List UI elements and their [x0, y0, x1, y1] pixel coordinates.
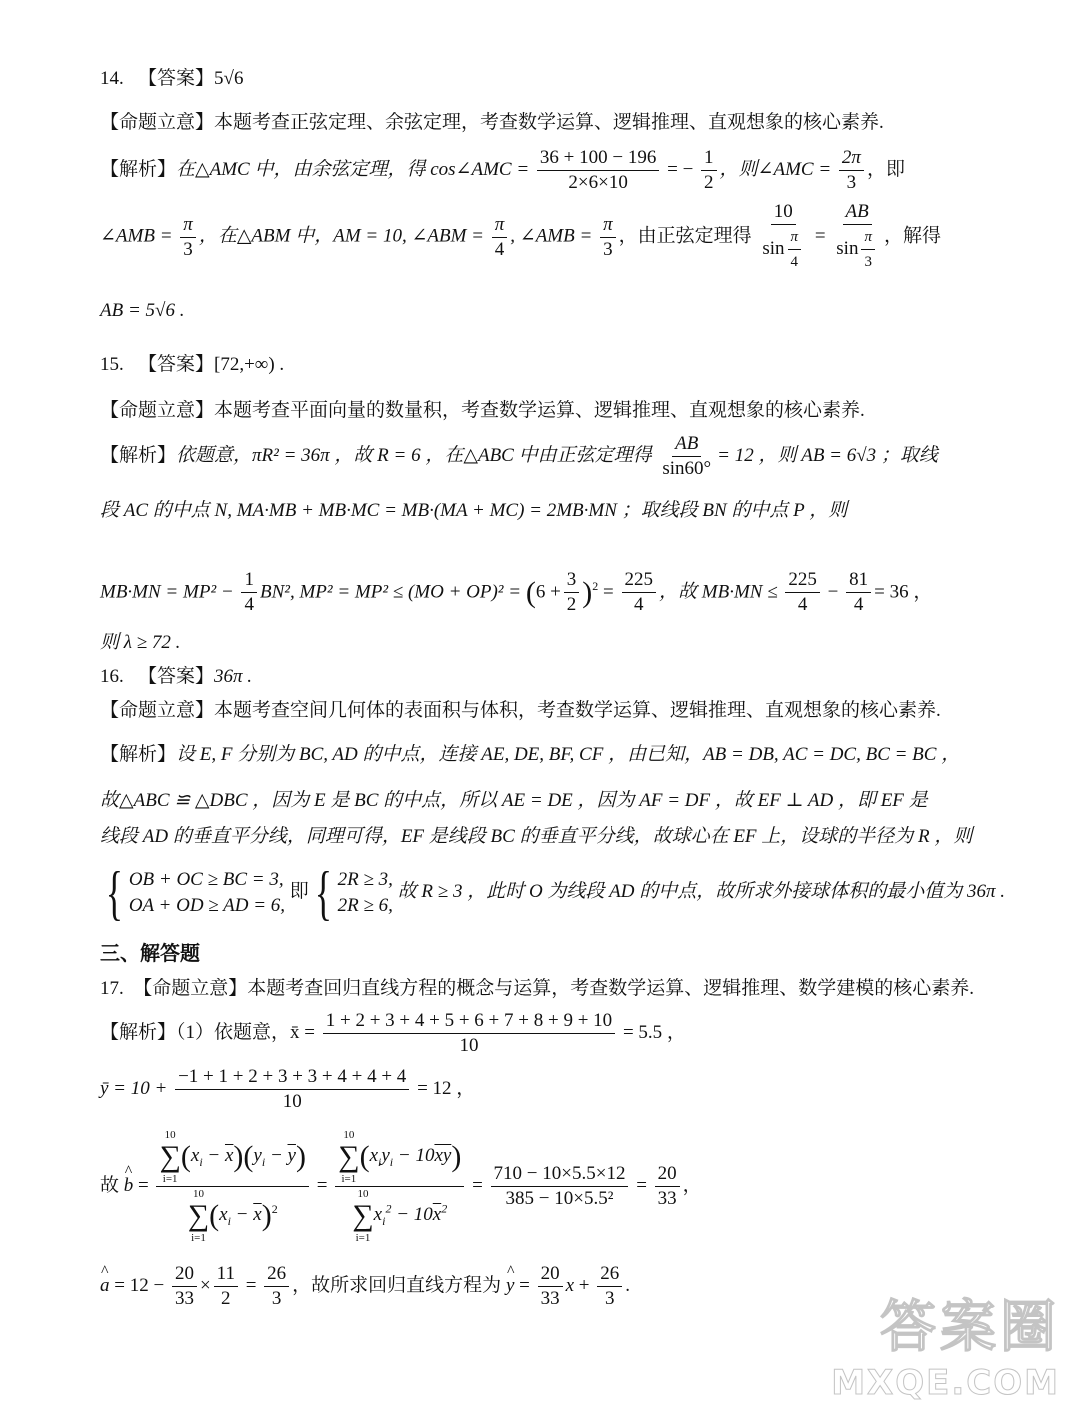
- q14-analysis-line2: [100, 200, 1020, 274]
- answer-label: 【答案】: [138, 68, 215, 89]
- inequality-system: [129, 867, 285, 919]
- q15-l1a: 依题意，πR² = 36π ，故 R = 6 ，在△ABC 中由正弦定理得: [176, 445, 652, 466]
- q15-l3a: MB·MN = MP² −: [100, 581, 234, 603]
- fraction: 10 sin $\frac{\pi}{4}$: [759, 200, 807, 274]
- q14-intent: 本题考查正弦定理、余弦定理，考查数学运算、逻辑推理、直观想象的核心素养.: [214, 112, 884, 133]
- fraction-denominator: 10: [282, 1091, 302, 1113]
- fraction-denominator: 385 − 10×5.5²: [505, 1188, 614, 1209]
- q15-analysis-line1: [100, 430, 1020, 482]
- fraction: $\frac{2\pi}{3}$: [839, 146, 864, 195]
- q17-l4end: .: [625, 1275, 630, 1296]
- fraction-denominator: 2×6×10: [568, 172, 628, 194]
- fraction: $\frac{26}{3}$: [264, 1262, 289, 1311]
- fraction-numerator: 710 − 10×5.5×12: [491, 1162, 629, 1187]
- q14-l1c: ，则∠AMC =: [719, 159, 832, 180]
- q16-intent: 本题考查空间几何体的表面积与体积，考查数学运算、逻辑推理、直观想象的核心素养.: [214, 700, 941, 721]
- q14-result: AB = 5√6 .: [100, 300, 185, 321]
- fraction: 10 ∑ i=1 $(x_iy_i - 10\overline{xy})$ 10 ∑ i=1 $x_i^2 - 10\overline{x}^2$: [335, 1128, 464, 1245]
- intent-label: 【命题立意】: [133, 978, 248, 999]
- q16-mid: 即: [289, 881, 309, 902]
- system-row: OB + OC ≥ BC = 3,: [128, 868, 284, 890]
- fraction: $\frac{20}{33}$: [172, 1262, 197, 1311]
- q14-answer-line: [100, 66, 1020, 92]
- inequality-system: [338, 867, 393, 919]
- fraction-denominator: 10: [459, 1035, 479, 1057]
- intent-label: 【命题立意】: [100, 400, 215, 421]
- analysis-label: 【解析】: [100, 445, 177, 466]
- q16-intent-line: [100, 698, 1020, 724]
- q14-l2f: ，解得: [883, 225, 941, 247]
- q14-analysis-line1: [100, 146, 1020, 195]
- fraction-numerator: 36 + 100 − 196: [537, 146, 659, 171]
- watermark-logo: [831, 1283, 1060, 1403]
- answer-label: 【答案】: [138, 666, 215, 687]
- q16-analysis-line2: 故△ABC ≌ △DBC ，因为 E 是 BC 的中点，所以 AE = DE ，因为 AF = DF ，故 EF ⊥ AD ，即 EF 是: [100, 790, 928, 811]
- q15-answer: [72,+∞) .: [214, 354, 285, 375]
- fraction: $\frac{3}{2}$: [564, 568, 580, 617]
- fraction: [537, 146, 659, 195]
- fraction: $\frac{20}{33}$: [655, 1162, 680, 1211]
- q15-l3b: BN², MP² = MP² ≤ (MO + OP)² =: [259, 581, 522, 603]
- q17-analysis-line4: ^ a = 12 − $\frac{20}{33}$ × $\frac{11}{2}$ = $\frac{26}{3}$ ，故所求回归直线方程为 ^ y = $\frac{20}{33}$ x + $\frac{26}{3}$ .: [100, 1258, 1020, 1314]
- q17-intent-line: [100, 976, 1020, 1002]
- analysis-label: 【解析】: [100, 744, 177, 765]
- fraction: [491, 1162, 629, 1211]
- q17-l1b: = 5.5 ，: [622, 1022, 686, 1043]
- q15-l1b: = 12 ，则 AB = 6√3 ；取线: [717, 445, 938, 466]
- q17-analysis-line1: [100, 1008, 1020, 1058]
- q17-analysis-line3: 故 ^ b = 10 ∑ i=1 $(x_i - \overline{x})(y_i - \overline{y})$ 10 ∑ i=1 $(x_i - \overline{x})^2$ = 10 ∑ i=1 $(x_iy_i - 10\overline{xy})$ 10 ∑ i=1 $x_i^2 - 10\overline{x}^2$ = $\frac{710 - 10\times 5.5\times 12}{\text{385 − 10×5.5²}}$ = $\frac{20}{33}$ ，: [100, 1128, 1020, 1245]
- fraction-denominator: sin60°: [662, 458, 712, 480]
- system-row: OA + OD ≥ AD = 6,: [128, 894, 286, 916]
- q14-l2d: ，由正弦定理得: [618, 225, 752, 247]
- q17-l4b: ，故所求回归直线方程为: [292, 1275, 502, 1296]
- q16-answer: 36π .: [214, 666, 253, 687]
- q15-result: 则 λ ≥ 72 .: [100, 632, 181, 653]
- q17-l2a: ȳ = 10 +: [100, 1078, 168, 1099]
- q17-l3end: ，: [682, 1174, 702, 1196]
- fraction-numerator: 1 + 2 + 3 + 4 + 5 + 6 + 7 + 8 + 9 + 10: [323, 1009, 615, 1034]
- fraction: [323, 1009, 615, 1058]
- q14-l1d: ，即: [866, 159, 905, 180]
- q15-answer-line: [100, 352, 1020, 378]
- section-heading: 三、解答题: [100, 941, 200, 965]
- q15-analysis-line2: 段 AC 的中点 N, MA·MB + MB·MC = MB·(MA + MC) = 2MB·MN ；取线段 BN 的中点 P ，则: [100, 500, 848, 521]
- answer-label: 【答案】: [138, 354, 215, 375]
- watermark-text: 答案圈: [880, 1295, 1060, 1360]
- q16-answer-line: [100, 664, 1020, 690]
- fraction: $\frac{\pi}{3}$: [180, 213, 196, 262]
- intent-label: 【命题立意】: [100, 112, 215, 133]
- fraction: AB sin $\frac{\pi}{3}$: [833, 200, 881, 274]
- q14-l2a: ∠AMB =: [100, 225, 173, 247]
- analysis-label: 【解析】: [100, 1022, 177, 1043]
- q14-l2e: =: [814, 225, 826, 247]
- analysis-label: 【解析】: [100, 159, 177, 180]
- q17-l1a: （1）依题意，x̄ =: [176, 1022, 315, 1043]
- q15-number: 15.: [100, 354, 124, 375]
- q16-number: 16.: [100, 666, 124, 687]
- fraction: $\frac{26}{3}$: [597, 1262, 622, 1311]
- q14-l1b: = −: [667, 159, 694, 180]
- q15-l3d: = 36 ，: [874, 581, 933, 603]
- q16-l4end: 故 R ≥ 3 ，此时 O 为线段 AD 的中点，故所求外接球体积的最小值为 36π .: [397, 881, 1006, 902]
- q16-l1: 设 E, F 分别为 BC, AD 的中点，连接 AE, DE, BF, CF ，由已知，AB = DB, AC = DC, BC = BC ，: [176, 744, 961, 765]
- system-row: 2R ≥ 3,: [337, 868, 393, 890]
- fraction: $\frac{20}{33}$: [538, 1262, 563, 1311]
- fraction: [175, 1065, 409, 1114]
- fraction: $\frac{225}{4}$: [785, 568, 820, 617]
- q14-answer: 5√6: [214, 68, 244, 89]
- q14-number: 14.: [100, 68, 124, 89]
- fraction: $\frac{\pi}{4}$: [492, 213, 508, 262]
- fraction: $\frac{11}{2}$: [214, 1262, 238, 1311]
- fraction: $\frac{225}{4}$: [622, 568, 657, 617]
- system-row: 2R ≥ 6,: [337, 894, 393, 916]
- q14-l1a: 在△AMC 中，由余弦定理，得 cos∠AMC =: [176, 159, 530, 180]
- q17-l3a: 故: [100, 1174, 120, 1196]
- fraction: 10 ∑ i=1 $(x_i - \overline{x})(y_i - \overline{y})$ 10 ∑ i=1 $(x_i - \overline{x})^2$: [156, 1128, 308, 1245]
- q15-intent: 本题考查平面向量的数量积，考查数学运算、逻辑推理、直观想象的核心素养.: [214, 400, 865, 421]
- q15-analysis-line3: MB·MN = MP² − $\frac{1}{4}$ BN², MP² = MP² ≤ (MO + OP)² = (6 + $\frac{3}{2}$ )$^2$ = $\frac{225}{4}$ ，故 MB·MN ≤ $\frac{225}{4}$ − $\frac{81}{4}$ = 36 ，: [100, 569, 933, 616]
- q16-analysis-line1: [100, 742, 1020, 768]
- fraction: $\frac{AB}{\sin 60^\circ}$: [659, 432, 714, 481]
- q17-number: 17.: [100, 978, 124, 999]
- q17-l2b: = 12 ，: [417, 1078, 476, 1099]
- q16-analysis-line3: 线段 AD 的垂直平分线，同理可得，EF 是线段 BC 的垂直平分线，故球心在 EF 上，设球的半径为 R ，则: [100, 826, 973, 847]
- q17-intent: 本题考查回归直线方程的概念与运算，考查数学运算、逻辑推理、数学建模的核心素养.: [247, 978, 975, 999]
- q15-l3c: ，故 MB·MN ≤: [659, 581, 778, 603]
- fraction: $\frac{1}{4}$: [241, 568, 257, 617]
- fraction: $\frac{1}{2}$: [701, 146, 717, 195]
- intent-label: 【命题立意】: [100, 700, 215, 721]
- watermark-url: MXQE.COM: [831, 1363, 1060, 1403]
- q14-l2b: ，在△ABM 中，AM = 10, ∠ABM =: [198, 225, 484, 247]
- q14-intent-line: [100, 110, 1020, 136]
- fraction: $\frac{81}{4}$: [846, 568, 871, 617]
- q14-l2c: , ∠AMB =: [510, 225, 593, 247]
- fraction: $\frac{\pi}{3}$: [600, 213, 616, 262]
- q17-l4a: = 12 −: [114, 1275, 165, 1296]
- fraction-numerator: −1 + 1 + 2 + 3 + 3 + 4 + 4 + 4: [175, 1065, 409, 1090]
- q17-analysis-line2: [100, 1064, 1020, 1114]
- q15-intent-line: [100, 398, 1020, 424]
- q16-analysis-line4: { OB + OC ≥ BC = 3, OA + OD ≥ AD = 6, 即{ 2R ≥ 3, 2R ≥ 6, 故 R ≥ 3 ，此时 O 为线段 AD 的中点，故所求外接球体积的最小值为 36π .: [105, 859, 1006, 926]
